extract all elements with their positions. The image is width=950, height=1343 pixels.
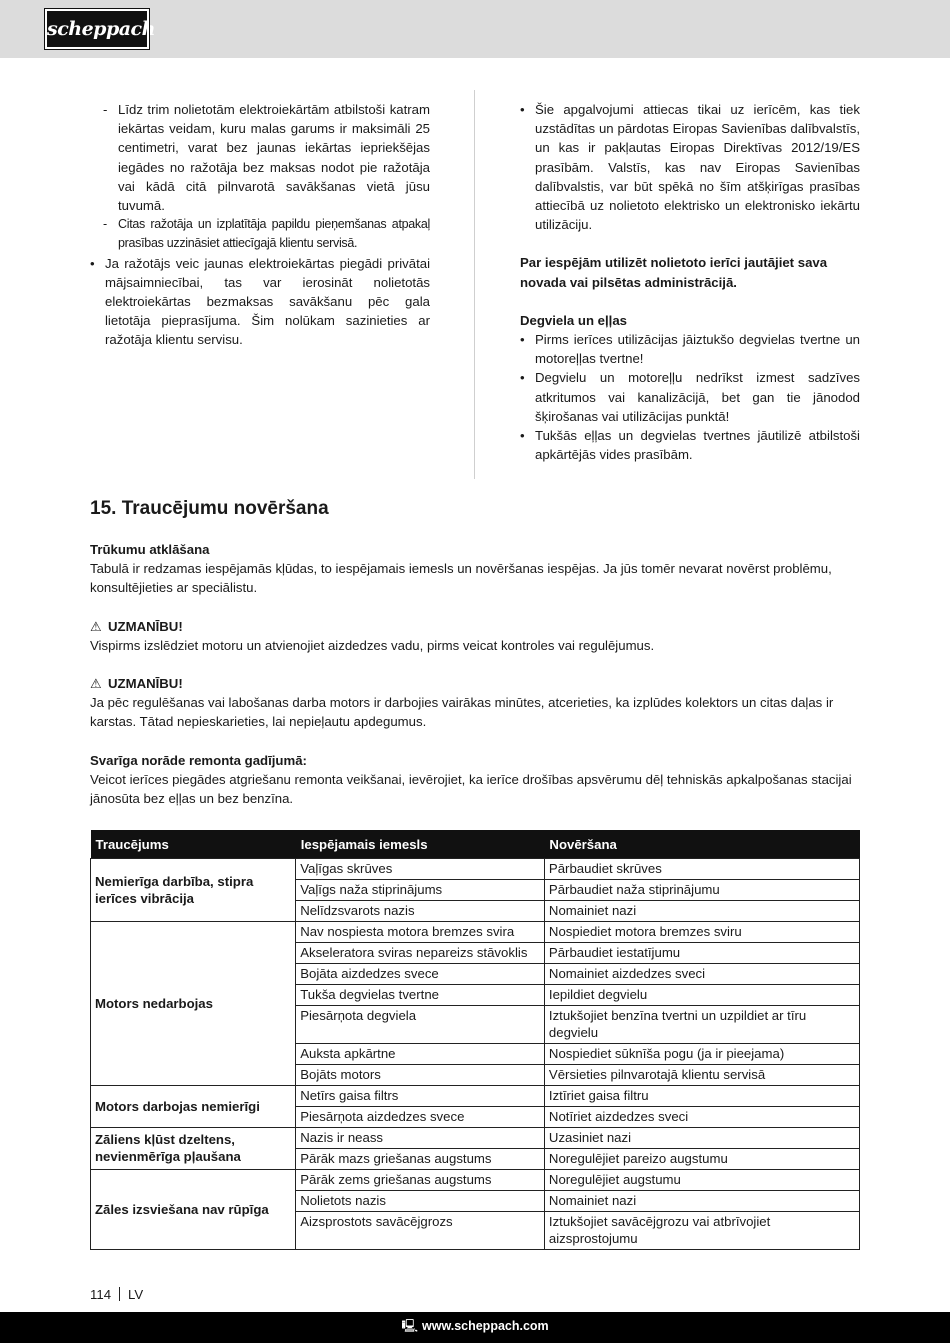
table-row (91, 1086, 860, 1107)
header-fault: Traucējums (91, 830, 296, 859)
web-icon: 🖳 (401, 1319, 419, 1333)
section-title: 15. Traucējumu novēršana (90, 498, 329, 519)
remedy-cell: Vērsieties pilnvarotajā klientu servisā (544, 1065, 859, 1086)
item-text: Degvielu un motoreļļu nedrīkst izmest sadzīves atkritumos vai kanalizācijā, bet gan tie jānodod šķirošanas vai utilizācijas punktā! (535, 370, 860, 424)
block-text: Ja pēc regulēšanas vai labošanas darba motors ir darbojies vairākas minūtes, atcerieties, ka izplūdes kolektors un citas daļas ir karstas. Tātad nepieskarieties, lai nepieļautu apdegumus. (90, 695, 834, 730)
info-block (90, 674, 860, 732)
remedy-cell: Iepildiet degvielu (544, 985, 859, 1006)
remedy-cell: Nomainiet nazi (544, 901, 859, 922)
fault-cell: Zāles izsviešana nav rūpīga (91, 1170, 296, 1250)
cause-cell: Bojāts motors (296, 1065, 545, 1086)
fuel-heading: Degviela un eļļas (520, 312, 628, 328)
fault-cell: Nemierīga darbība, stipra ierīces vibrācija (91, 859, 296, 922)
fault-cell: Motors darbojas nemierīgi (91, 1086, 296, 1128)
item-text: Citas ražotāja un izplatītāja papildu pieņemšanas atpakaļ prasības uzzināsiet attiecīgajā klientu servisā. (118, 217, 430, 251)
list-item (90, 100, 430, 215)
heading-text: UZMANĪBU! (108, 618, 183, 634)
list-item (90, 215, 430, 253)
dash-mark: - (103, 102, 108, 117)
remedy-cell: Iztukšojiet benzīna tvertni un uzpildiet ar tīru degvielu (544, 1006, 859, 1044)
cause-cell: Vaļīgas skrūves (296, 859, 545, 880)
block-text: Tabulā ir redzamas iespējamās kļūdas, to iespējamais iemesls un novēršanas iespējas. Ja jūs tomēr nevarat novērst problēmu, konsultējieties ar speciālistu. (90, 561, 832, 596)
heading-text: Svarīga norāde remonta gadījumā: (90, 752, 307, 768)
cause-cell: Piesārņota degviela (296, 1006, 545, 1044)
table-row (91, 859, 860, 880)
info-block (90, 617, 860, 655)
warning-heading (90, 674, 860, 693)
block-heading (90, 751, 860, 770)
item-text: Ja ražotājs veic jaunas elektroiekārtas piegādi privātai mājsaimniecībai, tas var ierosināt nolietotās elektroiekārtas bezmaksas savākšanu pēc gala lietotāja pieprasījuma. Šim nolūkam sazinieties ar ražotāja klientu servisu. (105, 255, 430, 348)
bullet-mark: • (520, 370, 525, 386)
scheppach-logo: scheppach (45, 9, 149, 49)
fuel-list (520, 330, 860, 464)
cause-cell: Akseleratora sviras nepareizs stāvoklis (296, 943, 545, 964)
page-number (90, 1287, 143, 1302)
language-code: LV (128, 1287, 144, 1302)
item-text: Līdz trim nolietotām elektroiekārtām atbilstoši katram iekārtas veidam, kuru malas garums ir maksimāli 25 centimetri, varat bez jaunas iekārtas iepriekšējas iegādes no ražotāja bez maksas nodot pie ražotāja vai kādā citā pilnvarotā savākšanas vietā jūsu tuvumā. (118, 102, 430, 214)
cause-cell: Piesārņota aizdedzes svece (296, 1107, 545, 1128)
bullet-mark: • (520, 428, 525, 444)
cause-cell: Bojāta aizdedzes svece (296, 964, 545, 985)
table-header-row (91, 830, 860, 859)
list-item (520, 330, 860, 368)
column-divider (474, 90, 475, 479)
list-item (520, 100, 860, 234)
remedy-cell: Noregulējiet augstumu (544, 1170, 859, 1191)
dash-mark: - (103, 217, 107, 232)
heading-text: Trūkumu atklāšana (90, 542, 210, 557)
remedy-cell: Iztukšojiet savācējgrozu vai atbrīvojiet aizsprostojumu (544, 1212, 859, 1250)
cause-cell: Nazis ir neass (296, 1128, 545, 1149)
page-number-value: 114 (90, 1287, 112, 1302)
disposal-note: Par iespējām utilizēt nolietoto ierīci jautājiet sava novada vai pilsētas administrācijā. (520, 255, 828, 290)
cause-cell: Auksta apkārtne (296, 1044, 545, 1065)
cause-cell: Aizsprostots savācējgrozs (296, 1212, 545, 1250)
remedy-cell: Pārbaudiet naža stiprinājumu (544, 880, 859, 901)
remedy-cell: Nomainiet nazi (544, 1191, 859, 1212)
cause-cell: Nav nospiesta motora bremzes svira (296, 922, 545, 943)
right-column (520, 100, 860, 464)
fault-cell: Motors nedarbojas (91, 922, 296, 1086)
table-row (91, 1128, 860, 1149)
heading-text: UZMANĪBU! (108, 676, 183, 692)
header-remedy: Novēršana (544, 830, 859, 859)
footer-bar (0, 1312, 950, 1343)
table-row (91, 922, 860, 943)
cause-cell: Pārāk zems griešanas augstums (296, 1170, 545, 1191)
bullet-mark: • (520, 332, 525, 348)
list-item (520, 368, 860, 426)
info-block (90, 540, 860, 598)
block-text: Veicot ierīces piegādes atgriešanu remonta veikšanai, ievērojiet, ka ierīce drošības apsvērumu dēļ tehniskās apkalpošanas stacijai jānosūta bez eļļas un bez benzīna. (90, 771, 852, 807)
warning-icon: ⚠ (90, 618, 102, 634)
page-separator (119, 1287, 120, 1301)
remedy-cell: Pārbaudiet skrūves (544, 859, 859, 880)
warning-icon: ⚠ (90, 676, 102, 692)
cause-cell: Vaļīgs naža stiprinājums (296, 880, 545, 901)
cause-cell: Tukša degvielas tvertne (296, 985, 545, 1006)
cause-cell: Nolietots nazis (296, 1191, 545, 1212)
header-cause: Iespējamais iemesls (296, 830, 545, 859)
fault-cell: Zāliens kļūst dzeltens, nevienmērīga pļaušana (91, 1128, 296, 1170)
remedy-cell: Iztīriet gaisa filtru (544, 1086, 859, 1107)
table-row (91, 1170, 860, 1191)
remedy-cell: Nospiediet motora bremzes sviru (544, 922, 859, 943)
website-link[interactable]: www.scheppach.com (422, 1319, 549, 1333)
remedy-cell: Notīriet aizdedzes sveci (544, 1107, 859, 1128)
warning-heading (90, 617, 860, 636)
remedy-cell: Uzasiniet nazi (544, 1128, 859, 1149)
item-text: Šie apgalvojumi attiecas tikai uz ierīcēm, kas tiek uzstādītas un pārdotas Eiropas Savienības dalībvalstīs, un kas ir pakļautas Eiropas Direktīvas 2012/19/ES prasībām. Valstīs, kas nav Eiropas Savienības dalībvalstis, var būt spēkā no šīm atšķirīgas prasības attiecībā uz nolietoto elektrisko un elektronisko iekārtu utilizāciju. (535, 102, 860, 233)
remedy-cell: Nomainiet aizdedzes sveci (544, 964, 859, 985)
item-text: Tukšās eļļas un degvielas tvertnes jāutilizē atbilstoši apkārtējās vides prasībām. (535, 428, 860, 463)
bullet-mark: • (90, 255, 95, 271)
list-item (90, 254, 430, 350)
troubleshooting-table (90, 830, 860, 1250)
item-text: Pirms ierīces utilizācijas jāiztukšo degvielas tvertne un motoreļļas tvertne! (535, 332, 860, 367)
list-item (520, 426, 860, 464)
cause-cell: Netīrs gaisa filtrs (296, 1086, 545, 1107)
bullet-mark: • (520, 102, 525, 117)
remedy-cell: Nospiediet sūknīša pogu (ja ir pieejama) (544, 1044, 859, 1065)
cause-cell: Pārāk mazs griešanas augstums (296, 1149, 545, 1170)
remedy-cell: Pārbaudiet iestatījumu (544, 943, 859, 964)
cause-cell: Nelīdzsvarots nazis (296, 901, 545, 922)
info-block (90, 751, 860, 809)
block-heading (90, 540, 860, 559)
block-text: Vispirms izslēdziet motoru un atvienojiet aizdedzes vadu, pirms veicat kontroles vai regulējumus. (90, 637, 655, 653)
left-column (90, 100, 430, 350)
section-body (90, 540, 860, 808)
remedy-cell: Noregulējiet pareizo augstumu (544, 1149, 859, 1170)
